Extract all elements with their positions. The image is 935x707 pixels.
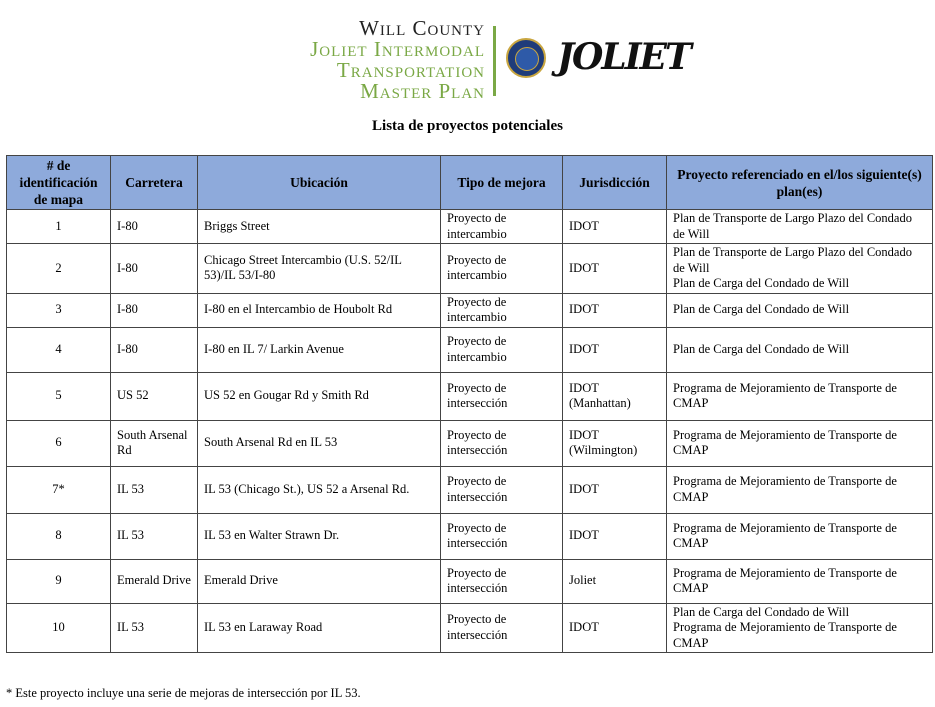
column-header-location: Ubicación bbox=[198, 156, 441, 210]
page-header bbox=[0, 14, 935, 104]
cell-improvement-type: Proyecto de intercambio bbox=[441, 210, 563, 244]
referenced-plan: Programa de Mejoramiento de Transporte de CMAP bbox=[673, 380, 897, 410]
referenced-plan: Plan de Carga del Condado de Will bbox=[673, 276, 850, 290]
cell-map-id: 8 bbox=[7, 513, 111, 559]
cell-road: Emerald Drive bbox=[111, 559, 198, 603]
cell-map-id: 9 bbox=[7, 559, 111, 603]
cell-improvement-type: Proyecto de intersección bbox=[441, 372, 563, 420]
plan-title-block bbox=[310, 18, 485, 102]
cell-improvement-type: Proyecto de intersección bbox=[441, 420, 563, 466]
cell-referenced-plans bbox=[667, 466, 933, 513]
cell-location: Briggs Street bbox=[198, 210, 441, 244]
cell-jurisdiction: IDOT bbox=[563, 466, 667, 513]
title-line-transportation: Transportation bbox=[336, 58, 485, 82]
header-divider bbox=[493, 26, 496, 96]
title-line-county: Will County bbox=[359, 16, 485, 40]
column-header-road: Carretera bbox=[111, 156, 198, 210]
referenced-plan: Programa de Mejoramiento de Transporte de CMAP bbox=[673, 474, 897, 504]
cell-jurisdiction: Joliet bbox=[563, 559, 667, 603]
county-seal-icon bbox=[506, 38, 546, 78]
cell-location: Chicago Street Intercambio (U.S. 52/IL 53)/IL 53/I-80 bbox=[198, 244, 441, 294]
cell-location: I-80 en IL 7/ Larkin Avenue bbox=[198, 327, 441, 372]
cell-road: I-80 bbox=[111, 210, 198, 244]
cell-road: I-80 bbox=[111, 244, 198, 294]
referenced-plan: Programa de Mejoramiento de Transporte de CMAP bbox=[673, 620, 897, 650]
table-row bbox=[7, 244, 933, 294]
cell-map-id: 10 bbox=[7, 603, 111, 653]
document-title: Lista de proyectos potenciales bbox=[372, 118, 563, 134]
cell-map-id: 4 bbox=[7, 327, 111, 372]
cell-map-id: 6 bbox=[7, 420, 111, 466]
cell-referenced-plans bbox=[667, 513, 933, 559]
cell-jurisdiction: IDOT bbox=[563, 513, 667, 559]
cell-jurisdiction: IDOT (Manhattan) bbox=[563, 372, 667, 420]
joliet-logo: JOLIET bbox=[557, 36, 690, 78]
cell-map-id: 5 bbox=[7, 372, 111, 420]
cell-referenced-plans bbox=[667, 559, 933, 603]
table-row bbox=[7, 210, 933, 244]
cell-map-id: 3 bbox=[7, 293, 111, 327]
cell-referenced-plans bbox=[667, 420, 933, 466]
cell-referenced-plans bbox=[667, 244, 933, 294]
cell-jurisdiction: IDOT bbox=[563, 293, 667, 327]
column-header-referenced-plans: Proyecto referenciado en el/los siguiente(s) plan(es) bbox=[667, 156, 933, 210]
cell-referenced-plans bbox=[667, 293, 933, 327]
referenced-plan: Plan de Carga del Condado de Will bbox=[673, 604, 850, 619]
cell-location: IL 53 en Laraway Road bbox=[198, 603, 441, 653]
title-line-master-plan: Master Plan bbox=[360, 79, 485, 103]
cell-map-id: 1 bbox=[7, 210, 111, 244]
cell-jurisdiction: IDOT bbox=[563, 244, 667, 294]
referenced-plan: Programa de Mejoramiento de Transporte de CMAP bbox=[673, 427, 897, 457]
cell-location: I-80 en el Intercambio de Houbolt Rd bbox=[198, 293, 441, 327]
cell-improvement-type: Proyecto de intersección bbox=[441, 559, 563, 603]
cell-jurisdiction: IDOT (Wilmington) bbox=[563, 420, 667, 466]
cell-improvement-type: Proyecto de intercambio bbox=[441, 244, 563, 294]
cell-road: South Arsenal Rd bbox=[111, 420, 198, 466]
table-row bbox=[7, 559, 933, 603]
cell-map-id: 7* bbox=[7, 466, 111, 513]
cell-improvement-type: Proyecto de intercambio bbox=[441, 293, 563, 327]
table-row bbox=[7, 293, 933, 327]
cell-improvement-type: Proyecto de intersección bbox=[441, 603, 563, 653]
cell-jurisdiction: IDOT bbox=[563, 327, 667, 372]
cell-referenced-plans bbox=[667, 327, 933, 372]
cell-road: US 52 bbox=[111, 372, 198, 420]
cell-road: IL 53 bbox=[111, 603, 198, 653]
referenced-plan: Plan de Carga del Condado de Will bbox=[673, 341, 850, 356]
table-row bbox=[7, 420, 933, 466]
column-header-improvement-type: Tipo de mejora bbox=[441, 156, 563, 210]
cell-improvement-type: Proyecto de intersección bbox=[441, 466, 563, 513]
column-header-jurisdiction: Jurisdicción bbox=[563, 156, 667, 210]
cell-referenced-plans bbox=[667, 372, 933, 420]
table-body bbox=[7, 210, 933, 653]
cell-road: I-80 bbox=[111, 293, 198, 327]
table-row bbox=[7, 466, 933, 513]
projects-table bbox=[6, 155, 933, 653]
cell-improvement-type: Proyecto de intersección bbox=[441, 513, 563, 559]
referenced-plan: Programa de Mejoramiento de Transporte de CMAP bbox=[673, 565, 897, 595]
table-row bbox=[7, 513, 933, 559]
table-row bbox=[7, 603, 933, 653]
title-line-intermodal: Joliet Intermodal bbox=[310, 37, 485, 61]
footnote: * Este proyecto incluye una serie de mejoras de intersección por IL 53. bbox=[6, 686, 361, 700]
cell-jurisdiction: IDOT bbox=[563, 603, 667, 653]
referenced-plan: Plan de Transporte de Largo Plazo del Condado de Will bbox=[673, 211, 912, 241]
cell-map-id: 2 bbox=[7, 244, 111, 294]
cell-location: Emerald Drive bbox=[198, 559, 441, 603]
cell-referenced-plans bbox=[667, 210, 933, 244]
cell-referenced-plans bbox=[667, 603, 933, 653]
referenced-plan: Programa de Mejoramiento de Transporte de CMAP bbox=[673, 520, 897, 550]
referenced-plan: Plan de Transporte de Largo Plazo del Condado de Will bbox=[673, 245, 912, 275]
cell-location: IL 53 (Chicago St.), US 52 a Arsenal Rd. bbox=[198, 466, 441, 513]
table-row bbox=[7, 327, 933, 372]
cell-road: IL 53 bbox=[111, 466, 198, 513]
table-row bbox=[7, 372, 933, 420]
cell-location: IL 53 en Walter Strawn Dr. bbox=[198, 513, 441, 559]
referenced-plan: Plan de Carga del Condado de Will bbox=[673, 302, 850, 317]
cell-road: I-80 bbox=[111, 327, 198, 372]
table-header-row bbox=[7, 156, 933, 210]
cell-improvement-type: Proyecto de intercambio bbox=[441, 327, 563, 372]
cell-road: IL 53 bbox=[111, 513, 198, 559]
cell-location: South Arsenal Rd en IL 53 bbox=[198, 420, 441, 466]
cell-location: US 52 en Gougar Rd y Smith Rd bbox=[198, 372, 441, 420]
column-header-map-id: # de identificación de mapa bbox=[7, 156, 111, 210]
cell-jurisdiction: IDOT bbox=[563, 210, 667, 244]
